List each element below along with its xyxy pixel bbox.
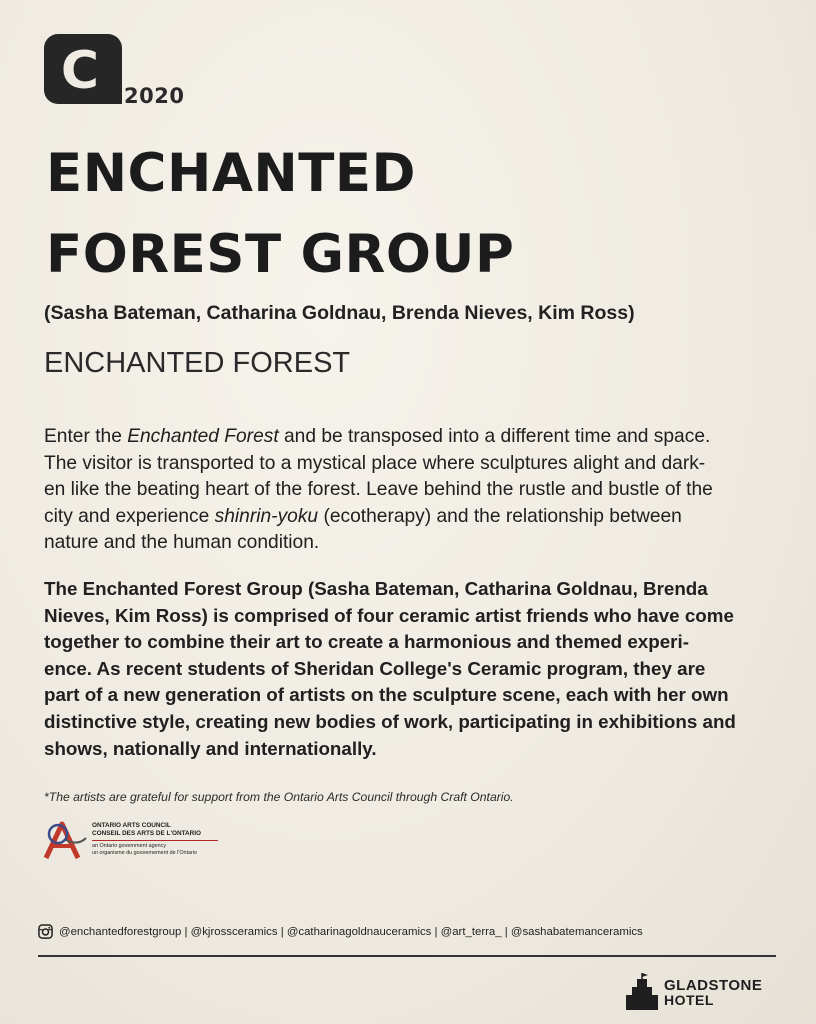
title-line-1: ENCHANTED	[46, 143, 417, 204]
gladstone-hotel-building-icon	[624, 971, 660, 1011]
oac-name-fr: CONSEIL DES ARTS DE L'ONTARIO	[92, 830, 201, 837]
paragraph-line: The Enchanted Forest Group (Sasha Bateman, Catharina Goldnau, Brenda	[44, 578, 708, 599]
c-logo-icon	[44, 34, 122, 104]
logo-letter: C	[60, 41, 100, 101]
paragraph-line: en like the beating heart of the forest. Leave behind the rustle and bustle of the	[44, 479, 713, 501]
social-handles-text: @enchantedforestgroup | @kjrossceramics | @catharinagoldnauceramics | @art_terra_ | @sashabatemanceramics	[59, 925, 643, 938]
instagram-icon	[38, 924, 53, 939]
oac-divider	[92, 840, 218, 841]
sponsor-name-line1: GLADSTONE	[664, 977, 763, 994]
oac-text-block	[92, 822, 218, 857]
year-label: 2020	[124, 84, 185, 108]
oac-agency-en: an Ontario government agency	[92, 843, 167, 849]
paragraph-line: together to combine their art to create a harmonious and themed experi-	[44, 631, 689, 653]
oac-agency-fr: un organisme du gouvernement de l'Ontario	[92, 850, 198, 856]
emphasis-text: shinrin-yoku	[214, 505, 319, 527]
footnote: *The artists are grateful for support from the Ontario Arts Council through Craft Ontario.	[44, 790, 514, 804]
paragraph-line: nature and the human condition.	[44, 532, 320, 554]
gladstone-hotel-wordmark	[664, 978, 762, 1008]
footer-divider	[38, 955, 776, 957]
paragraph-line: The visitor is transported to a mystical place where sculptures alight and dark-	[44, 452, 706, 474]
work-title: ENCHANTED FOREST	[44, 347, 351, 379]
artist-bio-paragraph	[44, 576, 776, 762]
paragraph-line: city and experience shinrin-yoku (ecotherapy) and the relationship between	[44, 505, 682, 527]
paragraph-line: distinctive style, creating new bodies of work, participating in exhibitions and	[44, 710, 736, 732]
ontario-arts-council-logo-icon	[38, 816, 90, 862]
oac-name-en: ONTARIO ARTS COUNCIL	[92, 822, 171, 829]
paragraph-line: ence. As recent students of Sheridan College's Ceramic program, they are	[44, 657, 706, 679]
paragraph-line: Enter the Enchanted Forest and be transposed into a different time and space.	[44, 426, 711, 447]
sponsor-name-line2: HOTEL	[664, 992, 714, 1008]
description-paragraph	[44, 424, 776, 557]
title-line-2: FOREST GROUP	[46, 224, 515, 285]
emphasis-text: Enchanted Forest	[127, 426, 279, 447]
paragraph-line: part of a new generation of artists on the sculpture scene, each with her own	[44, 684, 729, 706]
artist-names: (Sasha Bateman, Catharina Goldnau, Brenda Nieves, Kim Ross)	[44, 302, 635, 324]
paragraph-line: shows, nationally and internationally.	[44, 737, 377, 759]
paragraph-line: Nieves, Kim Ross) is comprised of four ceramic artist friends who have come	[44, 604, 734, 626]
social-handles-row	[38, 924, 643, 939]
